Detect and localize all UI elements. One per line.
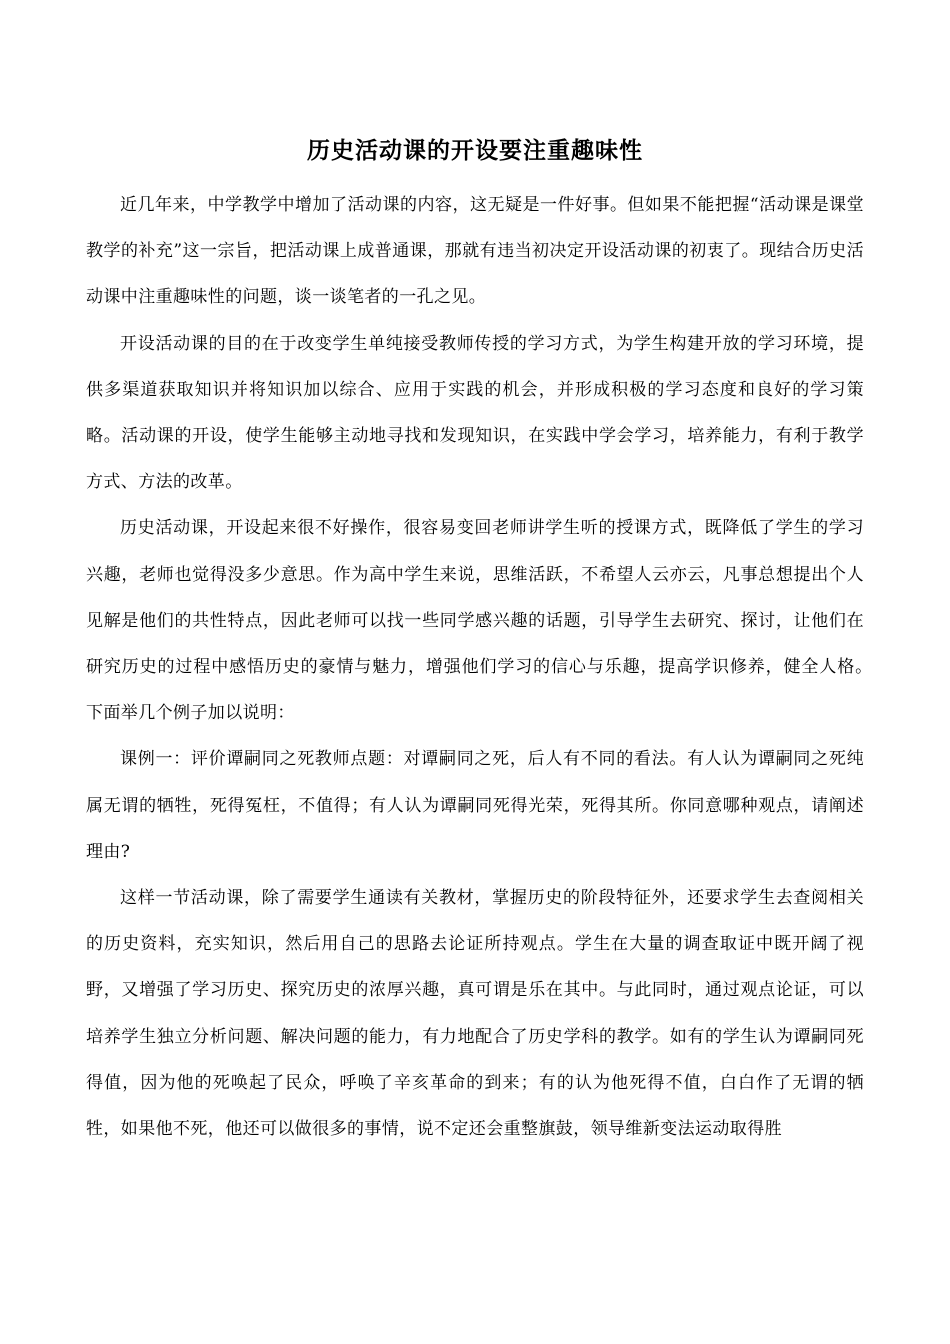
paragraph-purpose: 开设活动课的目的在于改变学生单纯接受教师传授的学习方式，为学生构建开放的学习环境，提供多渠道获取知识并将知识加以综合、应用于实践的机会，并形成积极的学习态度和良好的学习策略。活动课的开设，使学生能够主动地寻找和发现知识，在实践中学会学习，培养能力，有利于教学方式、方法的改革。: [86, 333, 864, 493]
document-body: [86, 182, 899, 1152]
paragraph-example-one: 课例一：评价谭嗣同之死教师点题：对谭嗣同之死，后人有不同的看法。有人认为谭嗣同之死纯属无谓的牺牲，死得冤枉，不值得；有人认为谭嗣同死得光荣，死得其所。你同意哪种观点，请阐述理由?: [86, 749, 864, 862]
paragraph-difficulty: 历史活动课，开设起来很不好操作，很容易变回老师讲学生听的授课方式，既降低了学生的学习兴趣，老师也觉得没多少意思。作为高中学生来说，思维活跃，不希望人云亦云，凡事总想提出个人见解是他们的共性特点，因此老师可以找一些同学感兴趣的话题，引导学生去研究、探讨，让他们在研究历史的过程中感悟历史的豪情与魅力，增强他们学习的信心与乐趣，提高学识修养，健全人格。 下面举几个例子加以说明：: [86, 518, 899, 724]
paragraph-intro: 近几年来，中学教学中增加了活动课的内容，这无疑是一件好事。但如果不能把握“活动课是课堂教学的补充”这一宗旨，把活动课上成普通课，那就有违当初决定开设活动课的初衷了。现结合历史活动课中注重趣味性的问题，谈一谈笔者的一孔之见。: [86, 195, 864, 308]
document-title: 历史活动课的开设要注重趣味性: [307, 137, 643, 164]
paragraph-analysis: 这样一节活动课，除了需要学生通读有关教材，掌握历史的阶段特征外，还要求学生去查阅相关的历史资料，充实知识，然后用自己的思路去论证所持观点。学生在大量的调查取证中既开阔了视野，又增强了学习历史、探究历史的浓厚兴趣，真可谓是乐在其中。与此同时，通过观点论证，可以培养学生独立分析问题、解决问题的能力，有力地配合了历史学科的教学。如有的学生认为谭嗣同死得值，因为他的死唤起了民众，呼唤了辛亥革命的到来；有的认为他死得不值，白白作了无谓的牺牲，如果他不死，他还可以做很多的事情，说不定还会重整旗鼓，领导维新变法运动取得胜: [86, 888, 864, 1140]
